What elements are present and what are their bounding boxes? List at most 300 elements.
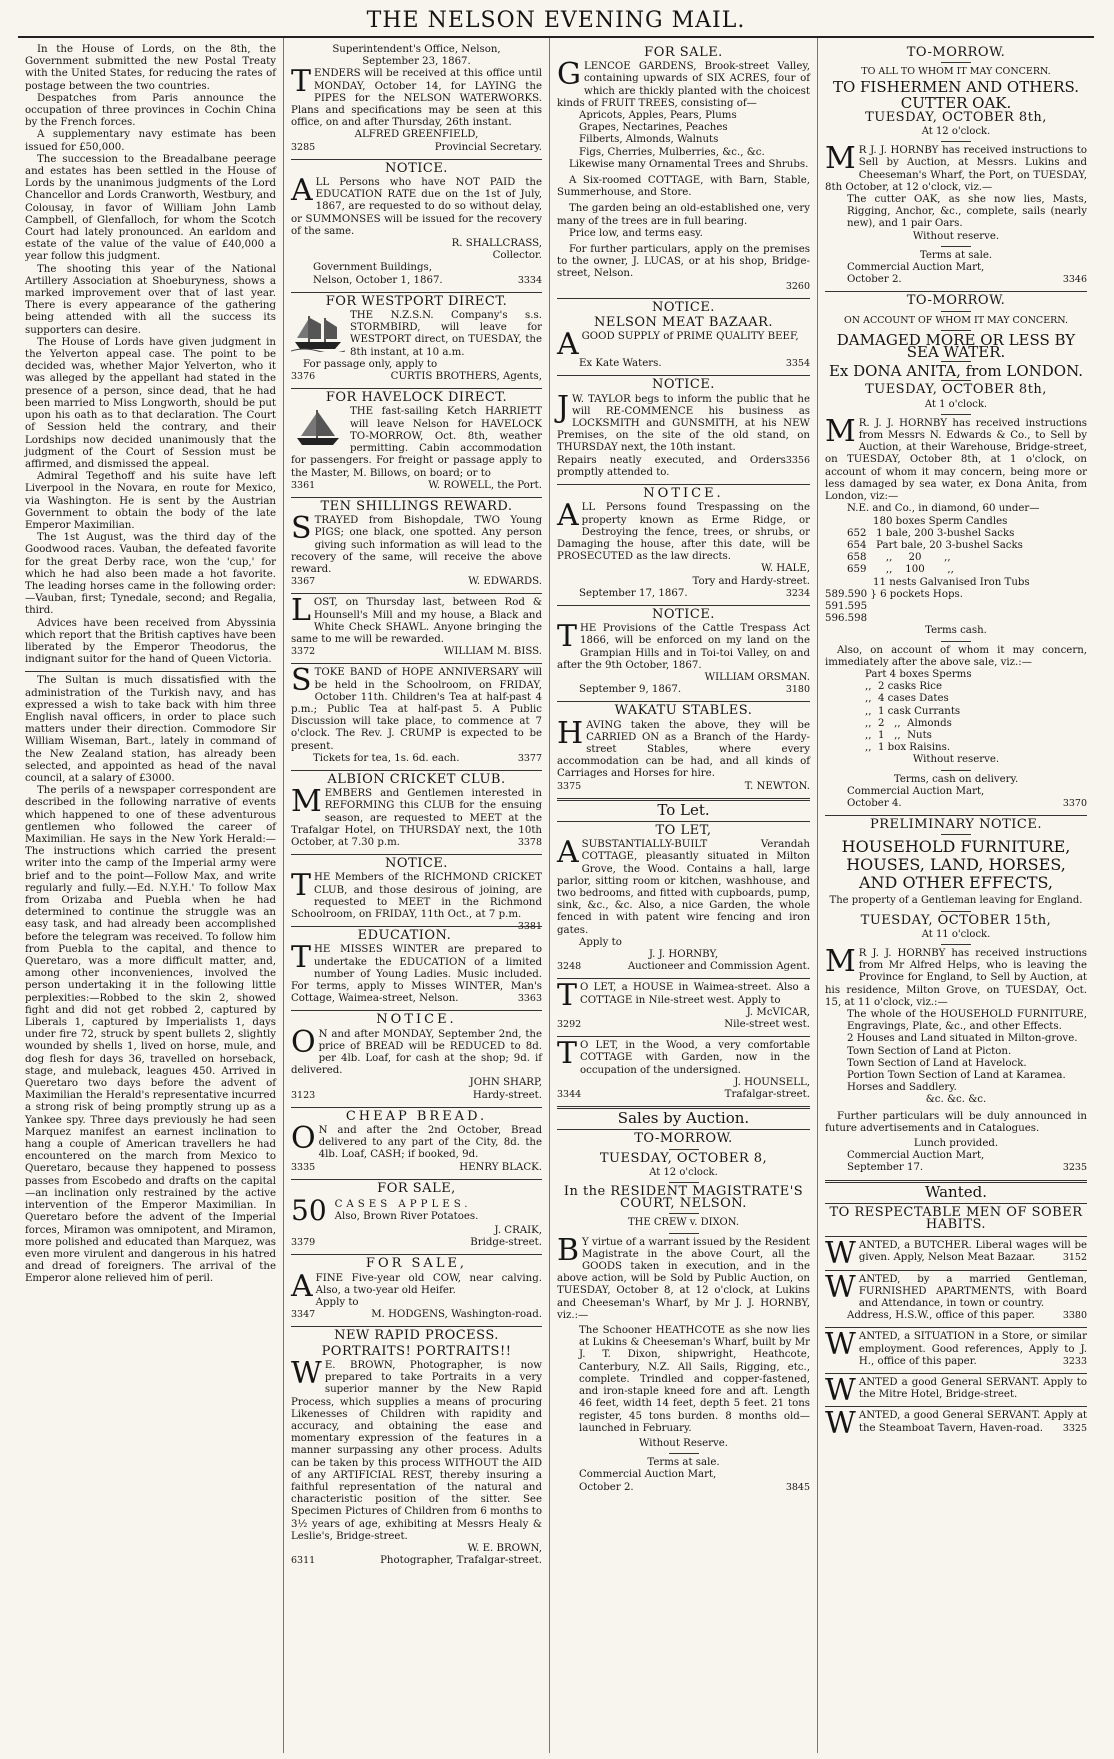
divider bbox=[291, 1254, 542, 1255]
news-item: The House of Lords have given judgment in the Yelverton appeal case. The point to be decided was, whether Major Yelverton, who it was alleged by the appellant had stated in the presence of a person, since dead, that he had been married to Miss Longworth, should be put upon his oath as to that declaration. The Court of Session held the contrary, and their Lordships now decided unanimously that the judgment of the Court of Session must be affirmed, and dismissed the appeal. bbox=[25, 336, 276, 470]
ad-body: R J. J. HORNBY has received instructions from Mr Alfred Helps, who is leaving the Province for England, to Sell by Auction, at his residence, Milton Grove, on TUESDAY, Oct. 15, at 11 o'clock, viz.:— bbox=[825, 947, 1087, 1008]
ad-line: Also, on account of whom it may concern, immediately after the above sale, viz.:— bbox=[825, 644, 1087, 668]
section-heading-auction: Sales by Auction. bbox=[617, 1109, 750, 1128]
fruit-line: Figs, Cherries, Mulberries, &c., &c. bbox=[579, 146, 765, 158]
ad-body: AVING taken the above, they will be CARRIED ON as a Branch of the Hardy-street Stables, where every accommodation can be had, and all kinds of Carriages and Horses for hire. bbox=[557, 719, 810, 780]
ad-number: 3356 bbox=[785, 454, 810, 466]
divider bbox=[941, 380, 971, 381]
divider bbox=[941, 246, 971, 247]
ad-address: Government Buildings, bbox=[313, 262, 432, 274]
ad-education-rate bbox=[291, 160, 542, 287]
ad-body: HE Provisions of the Cattle Trespass Act 1866, will be enforced on my land on the Grampian Hills and in Toi-toi Valley, on and after the 9th October, 1867. bbox=[557, 623, 810, 671]
ad-heading: TO RESPECTABLE MEN OF SOBER HABITS. bbox=[829, 1204, 1083, 1233]
ad-dona-anita bbox=[825, 295, 1087, 810]
column-auctions bbox=[818, 38, 1094, 1753]
divider bbox=[941, 311, 971, 312]
ad-title: FOR SALE, bbox=[365, 1256, 468, 1272]
ad-title: TO-MORROW. bbox=[634, 1131, 733, 1147]
ad-body: HE MISSES WINTER are prepared to undertake the EDUCATION of a limited number of Young Ladies. Music included. For terms, apply to Misses WINTER, Man's Cottage, Waimea-street, Nelson. bbox=[291, 944, 542, 1005]
divider bbox=[669, 1233, 699, 1234]
divider bbox=[557, 978, 810, 979]
drop-cap: T bbox=[291, 940, 312, 976]
ad-line: Terms cash. bbox=[925, 625, 987, 637]
divider bbox=[941, 944, 971, 945]
ad-body: R. J. J. HORNBY has received instructions from Messrs N. Edwards & Co., to Sell by Auction, at their Warehouse, Bridge-street, on TUESDAY, October 8th, at 1 o'clock, on account of whom it may concern, being more or less damaged by sea water, ex Dona Anita, from London, viz:— bbox=[825, 417, 1087, 503]
divider bbox=[25, 671, 276, 672]
divider bbox=[825, 1406, 1087, 1407]
ad-number: 3354 bbox=[785, 358, 810, 370]
ad-meat-bazaar bbox=[557, 299, 810, 371]
ad-body: FINE Five-year old COW, near calving. Also, a two-year old Heifer. bbox=[315, 1272, 542, 1296]
ad-line: For further particulars, apply on the premises to the owner, J. LUCAS, or at his shop, Bridge-street, Nelson. bbox=[557, 244, 810, 280]
ad-title: FOR WESTPORT DIRECT. bbox=[325, 293, 508, 309]
ad-title: TO-MORROW. bbox=[906, 293, 1006, 309]
ad-body: N and after MONDAY, September 2nd, the price of BREAD will be REDUCED to 8d. per 4lb. Loaf, for cash at the shop; 9d. if delivered. bbox=[291, 1028, 542, 1077]
ad-line: Without Reserve. bbox=[638, 1437, 729, 1449]
ad-wakatu bbox=[557, 705, 810, 792]
divider bbox=[825, 815, 1087, 816]
ad-number: 3376 bbox=[291, 371, 316, 383]
news-item: In the House of Lords, on the 8th, the Government submitted the new Postal Treaty with the United States, for reducing the rates of postage between the two countries. bbox=[25, 44, 276, 92]
fruit-line: Apricots, Apples, Pears, Plums bbox=[579, 110, 737, 122]
drop-cap: S bbox=[291, 511, 312, 547]
divider bbox=[825, 1203, 1087, 1204]
ad-mart: Commercial Auction Mart, bbox=[579, 1469, 717, 1481]
ad-time: At 11 o'clock. bbox=[921, 928, 991, 940]
lot-line: 2 Houses and Land situated in Milton-grove. bbox=[847, 1033, 1078, 1045]
ad-body: ENDERS will be received at this office until MONDAY, October 14, for LAYING the PIPES for the NELSON WATERWORKS. Plans and specifications may be seen at this office, on and after Thursday, 26th instant. bbox=[291, 68, 542, 129]
ad-number: 3152 bbox=[1062, 1252, 1087, 1264]
ad-heading: Superintendent's Office, Nelson, bbox=[332, 44, 501, 55]
ad-number: 3367 bbox=[291, 576, 316, 588]
ad-role: Trafalgar-street. bbox=[724, 1089, 810, 1101]
divider bbox=[669, 1182, 699, 1183]
ad-title: FOR HAVELOCK DIRECT. bbox=[325, 390, 508, 406]
ad-line: ON ACCOUNT OF WHOM IT MAY CONCERN. bbox=[843, 314, 1069, 326]
ad-body: W. TAYLOR begs to inform the public that he will RE-COMMENCE his business as LOCKSMITH and GUNSMITH, at his NEW Premises, on the site of the old stand, on THURSDAY next, the 10th instant. bbox=[557, 393, 810, 454]
ad-number: 3377 bbox=[517, 752, 542, 764]
divider bbox=[557, 1036, 810, 1037]
ad-number: 3347 bbox=[291, 1309, 316, 1321]
ad-signature: R. SHALLCRASS, bbox=[451, 238, 542, 250]
ad-cutter-oak bbox=[825, 47, 1087, 286]
ad-date: TUESDAY, OCTOBER 8th, bbox=[865, 382, 1047, 398]
news-item: The Sultan is much dissatisfied with the administration of the Turkish navy, and has expressed a wish to take back with him three English naval officers, in order to place such matters under their direction. Commodore Sir William Wiseman, Bart., lately in command of the New Zealand station, has already been selected, and appointed as head of the naval council, at a salary of £3000. bbox=[25, 675, 276, 784]
ad-havelock bbox=[291, 392, 542, 492]
ad-line: TO ALL TO WHOM IT MAY CONCERN. bbox=[861, 66, 1051, 78]
ad-date: September 9, 1867. bbox=[579, 684, 682, 696]
ad-date: October 2. bbox=[579, 1481, 634, 1493]
drop-cap: A bbox=[291, 173, 313, 209]
section-heading-to-let: To Let. bbox=[657, 800, 710, 819]
ad-title: NOTICE. bbox=[652, 377, 715, 393]
ad-number: 3380 bbox=[1062, 1310, 1087, 1322]
ad-signature: M. HODGENS, Washington-road. bbox=[371, 1309, 542, 1321]
ad-number: 3233 bbox=[1062, 1355, 1087, 1367]
ad-cattle-trespass bbox=[557, 606, 810, 696]
lot-line: ,, 1 ,, Nuts bbox=[865, 729, 932, 741]
divider bbox=[669, 1149, 699, 1150]
ad-body: LENCOE GARDENS, Brook-street Valley, containing upwards of SIX ACRES, four of which are thickly planted with the choicest kinds of FRUIT TREES, consisting of— bbox=[557, 61, 810, 109]
ad-body: ANTED, by a married Gentleman, FURNISHED APARTMENTS, with Board and Attendance, in town or country. bbox=[858, 1273, 1087, 1310]
ad-body: E. BROWN, Photographer, is now prepared to take Portraits in a very superior manner by the New Rapid Process, which supplies a means of procuring Likenesses of Children with rapidity and accuracy, and obtaining the ease and momentary expression of the features in a manner surpassing any other process. Adults can be taken by this process WITHOUT the AID of any ARTIFICIAL REST, thereby insuring a faithful representation of the natural and characteristic position of the sitter. See Specimen Pictures of Children from 6 months to 3½ years of age, exhibiting at Messrs Healy & Leslie's, Bridge-street. bbox=[291, 1359, 542, 1542]
ad-wanted-apartments bbox=[825, 1269, 1087, 1323]
ad-number: 3845 bbox=[785, 1481, 810, 1493]
drop-cap: A bbox=[557, 835, 579, 871]
ad-number: 3334 bbox=[517, 274, 542, 286]
ad-line: Further particulars will be duly announced in future advertisements and in Catalogues. bbox=[825, 1110, 1087, 1134]
drop-cap: M bbox=[825, 943, 856, 979]
ad-reward bbox=[291, 498, 542, 588]
ad-line: Without reserve. bbox=[912, 230, 1000, 242]
drop-cap: A bbox=[291, 1268, 313, 1304]
divider bbox=[557, 298, 810, 299]
ad-line: Terms at sale. bbox=[647, 1457, 720, 1469]
drop-letter: T bbox=[350, 310, 357, 322]
ad-signature: J. CRAIK, bbox=[494, 1225, 542, 1237]
ad-signature: W. EDWARDS. bbox=[468, 576, 542, 588]
divider bbox=[669, 1213, 699, 1214]
lot-line: 659 ,, 100 ,, bbox=[847, 564, 954, 576]
ad-number: 3363 bbox=[517, 993, 542, 1005]
ad-title: ALBION CRICKET CLUB. bbox=[327, 771, 506, 787]
ad-band-of-hope bbox=[291, 663, 542, 765]
ad-title: EDUCATION. bbox=[357, 928, 452, 944]
ad-cow bbox=[291, 1258, 542, 1321]
masthead bbox=[18, 6, 1094, 38]
divider bbox=[941, 414, 971, 415]
divider bbox=[825, 1270, 1087, 1271]
ad-body: Y virtue of a warrant issued by the Resident Magistrate in the above Court, all the GOODS taken in execution, and in the above action, will be Sold by Public Auction, on TUESDAY, October 8, at 12 o'clock, at Lukins and Cheeseman's Wharf, by Mr J. J. HORNBY, viz.:— bbox=[557, 1236, 810, 1321]
lot-line: Town Section of Land at Picton. bbox=[847, 1045, 1012, 1057]
drop-cap: A bbox=[557, 327, 579, 363]
drop-cap: W bbox=[825, 1373, 856, 1409]
lot-line: The whole of the HOUSEHOLD FURNITURE, Engravings, Plate, &c., and other Effects. bbox=[847, 1009, 1087, 1033]
lot-line: ,, 1 cask Currants bbox=[865, 705, 961, 717]
drop-cap: W bbox=[825, 1269, 856, 1305]
ad-role: Tory and Hardy-street. bbox=[692, 575, 810, 587]
divider bbox=[941, 62, 971, 63]
divider bbox=[291, 1107, 542, 1108]
divider bbox=[291, 159, 542, 160]
ad-title: TEN SHILLINGS REWARD. bbox=[320, 498, 513, 514]
ad-number: 3361 bbox=[291, 479, 316, 491]
ad-tolet-wood bbox=[557, 1036, 810, 1101]
ad-title: NOTICE. bbox=[652, 299, 715, 315]
ad-number: 3123 bbox=[291, 1089, 316, 1101]
divider bbox=[557, 484, 810, 485]
lot-line: Part 4 boxes Sperms bbox=[865, 668, 972, 680]
ad-line: CASES APPLES. bbox=[334, 1198, 472, 1210]
ad-education bbox=[291, 930, 542, 1005]
drop-letter: T bbox=[350, 406, 357, 418]
lot-line: Portion Town Section of Land at Karamea. bbox=[847, 1070, 1066, 1082]
ad-title: PRELIMINARY NOTICE. bbox=[869, 817, 1042, 833]
ad-signature: W. HALE, bbox=[761, 563, 810, 575]
divider bbox=[825, 291, 1087, 292]
ad-tolet-house bbox=[557, 978, 810, 1031]
drop-cap: O bbox=[291, 1121, 316, 1157]
divider bbox=[291, 854, 542, 855]
ad-body: OST, on Thursday last, between Rod & Hounsell's Mill and my house, a Black and White Check SHAWL. Anyone bringing the same to me will be rewarded. bbox=[291, 597, 542, 645]
lot-line: 11 nests Galvanised Iron Tubs bbox=[873, 576, 1030, 588]
ad-number: 3378 bbox=[517, 836, 542, 848]
fruit-line: Grapes, Nectarines, Peaches bbox=[579, 122, 728, 134]
ad-signature: CURTIS BROTHERS, Agents, bbox=[390, 371, 542, 383]
news-item: The perils of a newspaper correspondent are described in the following narrative of events which happened to one of these adventurous gentlemen who followed the career of Maximilian. He says in the New York Herald:—The instructions which carried the present writer into the camp of the Imperial army were brief and to the point—Follow Max, and write regularly and fully.—Ed. N.Y.H.' To follow Max from Orizaba and Puebla when he had determined to continue the struggle was an easy task, and had already been accomplished before the telegram was received. To follow him from Puebla to the capital, and thence to Queretaro, was a more difficult matter, and, among other inconveniences, involved the person undertaking it in the following little perplexities:—Robbed to the skin 2, showed fight and did not get robbed 2, captured by Liberals 1, captured by Imperialists 1, days under fire 72, struck by spent bullets 2, slightly wounded by shells 1, lived on horse, mule, and dog flesh for days 36, travelled on horseback, stage, and muleback, leagues 450. Arrived in Queretaro two days before the advent of Maximilian the Herald's representative incurred a strong risk of being promptly strung up as a Yankee spy. Three days previously he had seen Marquez manifest an earnest inclination to hang a couple of American travellers he had encountered on the march from Mexico to Queretaro, because they happened to possess passes from Escobedo and drafts on the capital—an inclination only restrained by the active intervention of the Emperor Maximilian. In Queretaro before the advent of the Imperial forces, Miramon was omnipotent, and Miramon, more polished and educated than Marquez, was even more virulent and dangerous in his hatred and dread of foreigners. The arrival of the Emperor alone relieved him of peril. bbox=[25, 785, 276, 1285]
news-item: Advices have been received from Abyssinia which report that the British captives have been liberated by the Emperor Theodorus, the indignant suitor for the hand of Queen Victoria. bbox=[25, 617, 276, 666]
ad-title: NOTICE. bbox=[376, 1012, 457, 1028]
lot-line: 180 boxes Sperm Candles bbox=[873, 515, 1008, 527]
ad-albion bbox=[291, 771, 542, 849]
ad-tolet-cottage bbox=[557, 822, 810, 973]
ad-preliminary bbox=[825, 819, 1087, 1174]
ad-title: NOTICE. bbox=[385, 160, 448, 176]
ad-apply: For passage only, apply to bbox=[303, 358, 438, 370]
divider bbox=[825, 1236, 1087, 1237]
ad-role: Nile-street west. bbox=[724, 1019, 810, 1031]
ad-date: September 17, 1867. bbox=[579, 587, 688, 599]
drop-cap: W bbox=[825, 1327, 856, 1363]
ad-westport bbox=[291, 293, 542, 383]
ad-heading: DAMAGED MORE OR LESS BY SEA WATER. bbox=[836, 330, 1076, 362]
ad-line: Ex Kate Waters. bbox=[579, 358, 662, 370]
ad-date: September 17. bbox=[847, 1162, 924, 1174]
drop-cap: A bbox=[557, 498, 579, 534]
drop-cap: T bbox=[557, 978, 578, 1014]
ad-date: September 23, 1867. bbox=[362, 56, 471, 68]
news-item: Admiral Tegethoff and his suite have left Liverpool in the Novara, en route for Mexico, via Washington. He is sent by the Austrian Government to obtain the body of the late Emperor Maximilian. bbox=[25, 471, 276, 531]
drop-cap: T bbox=[291, 64, 312, 100]
ad-body: EMBERS and Gentlemen interested in REFORMING this CLUB for the ensuing season, are requested to MEET at the Trafalgar Hotel, on THURSDAY next, the 10th October, at 7.30 p.m. bbox=[291, 788, 542, 848]
ad-number: 3260 bbox=[785, 280, 810, 292]
ad-title: NOTICE. bbox=[385, 856, 448, 872]
ad-body: O LET, in the Wood, a very comfortable COTTAGE with Garden, now in the occupation of the undersigned. bbox=[580, 1040, 810, 1076]
columns bbox=[18, 38, 1094, 1753]
drop-cap: J bbox=[557, 389, 570, 425]
divider bbox=[557, 1129, 810, 1130]
ad-date: October 2. bbox=[847, 274, 902, 286]
ad-title: TO LET, bbox=[655, 822, 712, 838]
ad-title: CHEAP BREAD. bbox=[345, 1108, 488, 1124]
ad-number: 6311 bbox=[291, 1555, 316, 1567]
ad-date: October 4. bbox=[847, 797, 902, 809]
drop-cap: M bbox=[825, 413, 856, 449]
ad-body: N and after the 2nd October, Bread delivered to any part of the City, 8d. the 4lb. Loaf, CASH; if booked, 9d. bbox=[318, 1125, 542, 1161]
divider bbox=[291, 1326, 542, 1327]
divider bbox=[291, 292, 542, 293]
ad-wanted-butcher bbox=[825, 1236, 1087, 1272]
ad-role: Bridge-street. bbox=[470, 1237, 542, 1249]
ad-subtitle: NELSON MEAT BAZAAR. bbox=[593, 315, 774, 331]
ad-body: ANTED a good General SERVANT. Apply to the Mitre Hotel, Bridge-street. bbox=[858, 1377, 1087, 1401]
ad-line: Repairs neatly executed, and Orders promptly attended to. bbox=[557, 454, 786, 478]
ad-heading: TO FISHERMEN AND OTHERS. bbox=[832, 78, 1080, 97]
ad-lost bbox=[291, 593, 542, 658]
divider bbox=[941, 770, 971, 771]
ad-item: The Schooner HEATHCOTE as she now lies at Lukins & Cheeseman's Wharf, built by Mr J. T. Dixon, shipwright, Heathcote, Canterbury, N.Z. All Sails, Rigging, etc., complete. Trindled and copper-fastened, and iron-staple kneed fore and aft. Length 46 feet, width 14 feet, depth 5 feet. 21 tons register, 45 tons burden. 8 months old—launched in February. bbox=[579, 1325, 810, 1434]
ship-icon bbox=[291, 408, 345, 448]
ad-title: FOR SALE, bbox=[377, 1180, 456, 1196]
divider bbox=[291, 497, 542, 498]
ad-title: NOTICE. bbox=[652, 606, 715, 622]
divider bbox=[669, 1453, 699, 1454]
drop-cap: W bbox=[825, 1406, 856, 1442]
ad-glencoe bbox=[557, 47, 810, 293]
ad-date: TUESDAY, OCTOBER 8, bbox=[599, 1150, 768, 1166]
divider bbox=[291, 1179, 542, 1180]
ad-signature: W. ROWELL, the Port. bbox=[428, 479, 542, 491]
ad-body: O LET, a HOUSE in Waimea-street. Also a COTTAGE in Nile-street west. Apply to bbox=[580, 982, 810, 1006]
divider bbox=[291, 770, 542, 771]
ad-body: LL Persons who have NOT PAID the EDUCATION RATE due on the 1st of July, 1867, are requested to do so without delay, or SUMMONSES will be issued for the recovery of the same. bbox=[291, 177, 542, 237]
ad-signature: ALFRED GREENFIELD, bbox=[354, 129, 479, 141]
ad-apply: Apply to bbox=[315, 1297, 359, 1309]
section-heading-wanted: Wanted. bbox=[925, 1182, 987, 1201]
ad-title: NEW RAPID PROCESS. bbox=[334, 1328, 499, 1344]
ad-case: THE CREW v. DIXON. bbox=[627, 1217, 740, 1229]
ad-role: Auctioneer and Commission Agent. bbox=[627, 961, 810, 973]
ad-title: TO-MORROW. bbox=[906, 45, 1006, 60]
ad-number: 3180 bbox=[785, 684, 810, 696]
news-item: A supplementary navy estimate has been issued for £50,000. bbox=[25, 129, 276, 153]
lot-line: ,, 4 cases Dates bbox=[865, 693, 949, 705]
ad-line: Terms at sale. bbox=[919, 249, 993, 261]
ad-body: ANTED, a BUTCHER. Liberal wages will be given. Apply, Nelson Meat Bazaar. bbox=[858, 1240, 1087, 1264]
ad-place: In the RESIDENT MAGISTRATE'S COURT, NELSON. bbox=[563, 1184, 804, 1212]
ad-signature: J. J. HORNBY, bbox=[648, 949, 719, 960]
ad-portraits bbox=[291, 1330, 542, 1567]
ad-number: 3379 bbox=[291, 1237, 316, 1249]
ad-heading: Ex DONA ANITA, from LONDON. bbox=[828, 362, 1084, 381]
ad-body: HE N.Z.S.N. Company's s.s. STORMBIRD, will leave for WESTPORT direct, on TUESDAY, the 8th instant, at 10 a.m. bbox=[350, 310, 542, 358]
ad-waterworks bbox=[291, 44, 542, 154]
ad-number: 3248 bbox=[557, 961, 582, 973]
divider bbox=[291, 926, 542, 927]
ad-role: Photographer, Trafalgar-street. bbox=[380, 1555, 542, 1567]
fruit-line: Filberts, Almonds, Walnuts bbox=[579, 134, 719, 146]
divider bbox=[557, 375, 810, 376]
ad-body: LL Persons found Trespassing on the property known as Erme Ridge, or Destroying the fence, trees, or shrubs, or Damaging the house, after this date, will be PROSECUTED as the law directs. bbox=[557, 502, 810, 563]
ad-number: 3285 bbox=[291, 141, 316, 153]
drop-cap: W bbox=[291, 1355, 322, 1391]
ship-icon bbox=[291, 312, 345, 352]
ad-cheap-bread bbox=[291, 1108, 542, 1174]
ad-signature: HENRY BLACK. bbox=[459, 1161, 542, 1173]
drop-cap: H bbox=[557, 715, 584, 751]
ad-time: At 12 o'clock. bbox=[649, 1166, 718, 1178]
lot-line: ,, 1 box Raisins. bbox=[865, 742, 951, 754]
ad-date: Nelson, October 1, 1867. bbox=[313, 274, 443, 286]
lot-line: 652 1 bale, 200 3-bushel Sacks bbox=[847, 527, 1015, 539]
ad-richmond bbox=[291, 856, 542, 933]
ad-title: FOR SALE. bbox=[644, 45, 723, 60]
ad-trespass bbox=[557, 488, 810, 600]
lot-line: &c. &c. &c. bbox=[925, 1094, 987, 1106]
news-item: Despatches from Paris announce the occupation of three provinces in Cochin China by the French forces. bbox=[25, 92, 276, 129]
ad-number: 3375 bbox=[557, 780, 582, 792]
divider bbox=[941, 141, 971, 142]
divider bbox=[825, 1373, 1087, 1374]
ad-line: Lunch provided. bbox=[913, 1138, 999, 1150]
ad-title: WAKATU STABLES. bbox=[614, 703, 753, 719]
ad-wanted-situation bbox=[825, 1327, 1087, 1368]
column-ads-2 bbox=[550, 38, 818, 1753]
ad-line: The garden being an old-established one, very many of the trees are in full bearing. bbox=[557, 203, 810, 227]
ad-number: 3234 bbox=[785, 587, 810, 599]
divider bbox=[291, 593, 542, 594]
ad-time: At 12 o'clock. bbox=[921, 126, 991, 138]
ad-role: Hardy-street. bbox=[472, 1089, 542, 1101]
lot-line: 589.590 } 6 pockets Hops. bbox=[825, 588, 963, 600]
masthead-title: THE NELSON EVENING MAIL. bbox=[366, 8, 746, 33]
ad-signature: J. McVICAR, bbox=[746, 1006, 810, 1018]
ad-body: R J. J. HORNBY has received instructions to Sell by Auction, at Messrs. Lukins and Cheeseman's Wharf, the Port, on TUESDAY, 8th October, at 12 o'clock, viz.— bbox=[825, 145, 1087, 193]
ad-court-sale bbox=[557, 1133, 810, 1493]
ad-big-number: 50 bbox=[291, 1194, 327, 1228]
lot-line: Horses and Saddlery. bbox=[847, 1082, 957, 1094]
ad-body: SUBSTANTIALLY-BUILT Verandah COTTAGE, pleasantly situated in Milton Grove, the Wood. Contains a hall, large parlor, sitting room or kitchen, washhouse, and two bedrooms, and fitted with cupboards, pump, sink, &c., &c. Also, a nice Garden, the whole fenced in with patent wire fencing and iron gates. bbox=[557, 839, 810, 936]
ad-number: 3372 bbox=[291, 646, 316, 658]
divider bbox=[941, 911, 971, 912]
ad-title: NOTICE. bbox=[643, 486, 724, 502]
ad-signature: WILLIAM ORSMAN. bbox=[704, 671, 810, 683]
ad-date: TUESDAY, OCTOBER 8th, bbox=[865, 109, 1047, 125]
lot-line: ,, 2 casks Rice bbox=[865, 681, 942, 693]
ad-number: 3344 bbox=[557, 1089, 582, 1101]
lot-line: ,, 2 ,, Almonds bbox=[865, 717, 952, 729]
ad-body: TRAYED from Bishopdale, TWO Young PIGS; one black, one spotted. Any person giving such information as will lead to the recovery of the same, will receive the above reward. bbox=[291, 515, 542, 575]
ad-body: ANTED, a good General SERVANT. Apply at the Steamboat Tavern, Haven-road. bbox=[858, 1410, 1087, 1434]
ad-body: ANTED, a SITUATION in a Store, or similar employment. Good references, Apply to J. H., office of this paper. bbox=[858, 1331, 1087, 1367]
drop-cap: T bbox=[557, 1036, 578, 1072]
news-item: The shooting this year of the National Artillery Association at Shoeburyness, shows a marked improvement over that of last year. There is every appearance of the gathering being attended with all the success its supporters can desire. bbox=[25, 263, 276, 336]
ad-heading: CUTTER OAK. bbox=[900, 93, 1012, 112]
ad-number: 3335 bbox=[291, 1161, 316, 1173]
ad-subtitle: PORTRAITS! PORTRAITS!! bbox=[321, 1343, 512, 1359]
ad-signature: J. HOUNSELL, bbox=[734, 1076, 810, 1088]
ad-also: Also, Brown River Potatoes. bbox=[334, 1211, 479, 1223]
news-item: The 1st August, was the third day of the Goodwood races. Vauban, the defeated favorite for the great Derby race, won the 'cup,' for which he had also been made a hot favorite. The leading horses came in the following order:—Vauban, first; Tynedale, second; and Regalia, third. bbox=[25, 532, 276, 617]
ad-address: Address, H.S.W., office of this paper. bbox=[847, 1310, 1035, 1322]
column-ads-1 bbox=[284, 38, 550, 1753]
ad-line: Price low, and terms easy. bbox=[569, 227, 703, 239]
ad-date: TUESDAY, OCTOBER 15th, bbox=[860, 912, 1052, 928]
divider bbox=[291, 1010, 542, 1011]
drop-cap: M bbox=[825, 141, 856, 177]
ad-mart: Commercial Auction Mart, bbox=[847, 1150, 985, 1162]
ad-mart: Commercial Auction Mart, bbox=[847, 262, 985, 274]
ad-body: TOKE BAND of HOPE ANNIVERSARY will be held in the Schoolroom, on FRIDAY, October 11th. Children's Tea at half-past 4 p.m.; Public Tea at half-past 5. A Public Discussion will take place, to commence at 7 o'clock. The Rev. J. CRUMP is expected to be present. bbox=[291, 667, 542, 752]
ad-line: Terms, cash on delivery. bbox=[893, 773, 1019, 785]
ad-body: HE Members of the RICHMOND CRICKET CLUB, and those desirous of joining, are requested to MEET in the Richmond Schoolroom, on FRIDAY, 11th Oct., at 7 p.m. bbox=[291, 872, 542, 920]
divider bbox=[825, 1327, 1087, 1328]
ad-line: A Six-roomed COTTAGE, with Barn, Stable, Summerhouse, and Store. bbox=[557, 175, 810, 199]
lot-line: 654 Part bale, 20 3-bushel Sacks bbox=[847, 539, 1023, 551]
drop-cap: W bbox=[825, 1236, 856, 1272]
ad-number: 3325 bbox=[1062, 1422, 1087, 1434]
ad-role: Collector. bbox=[492, 250, 542, 262]
ad-heading: HOUSEHOLD FURNITURE, HOUSES, LAND, HORSES, AND OTHER EFFECTS, bbox=[841, 837, 1071, 893]
drop-cap: T bbox=[557, 619, 578, 655]
ad-mart: Commercial Auction Mart, bbox=[847, 785, 985, 797]
lot-line: N.E. and Co., in diamond, 60 under— bbox=[847, 503, 1040, 515]
drop-cap: O bbox=[291, 1024, 316, 1060]
lot-line: 658 ,, 20 ,, bbox=[847, 552, 951, 564]
ad-apples bbox=[291, 1180, 542, 1250]
ad-number: 3381 bbox=[517, 921, 542, 933]
drop-cap: M bbox=[291, 784, 322, 820]
